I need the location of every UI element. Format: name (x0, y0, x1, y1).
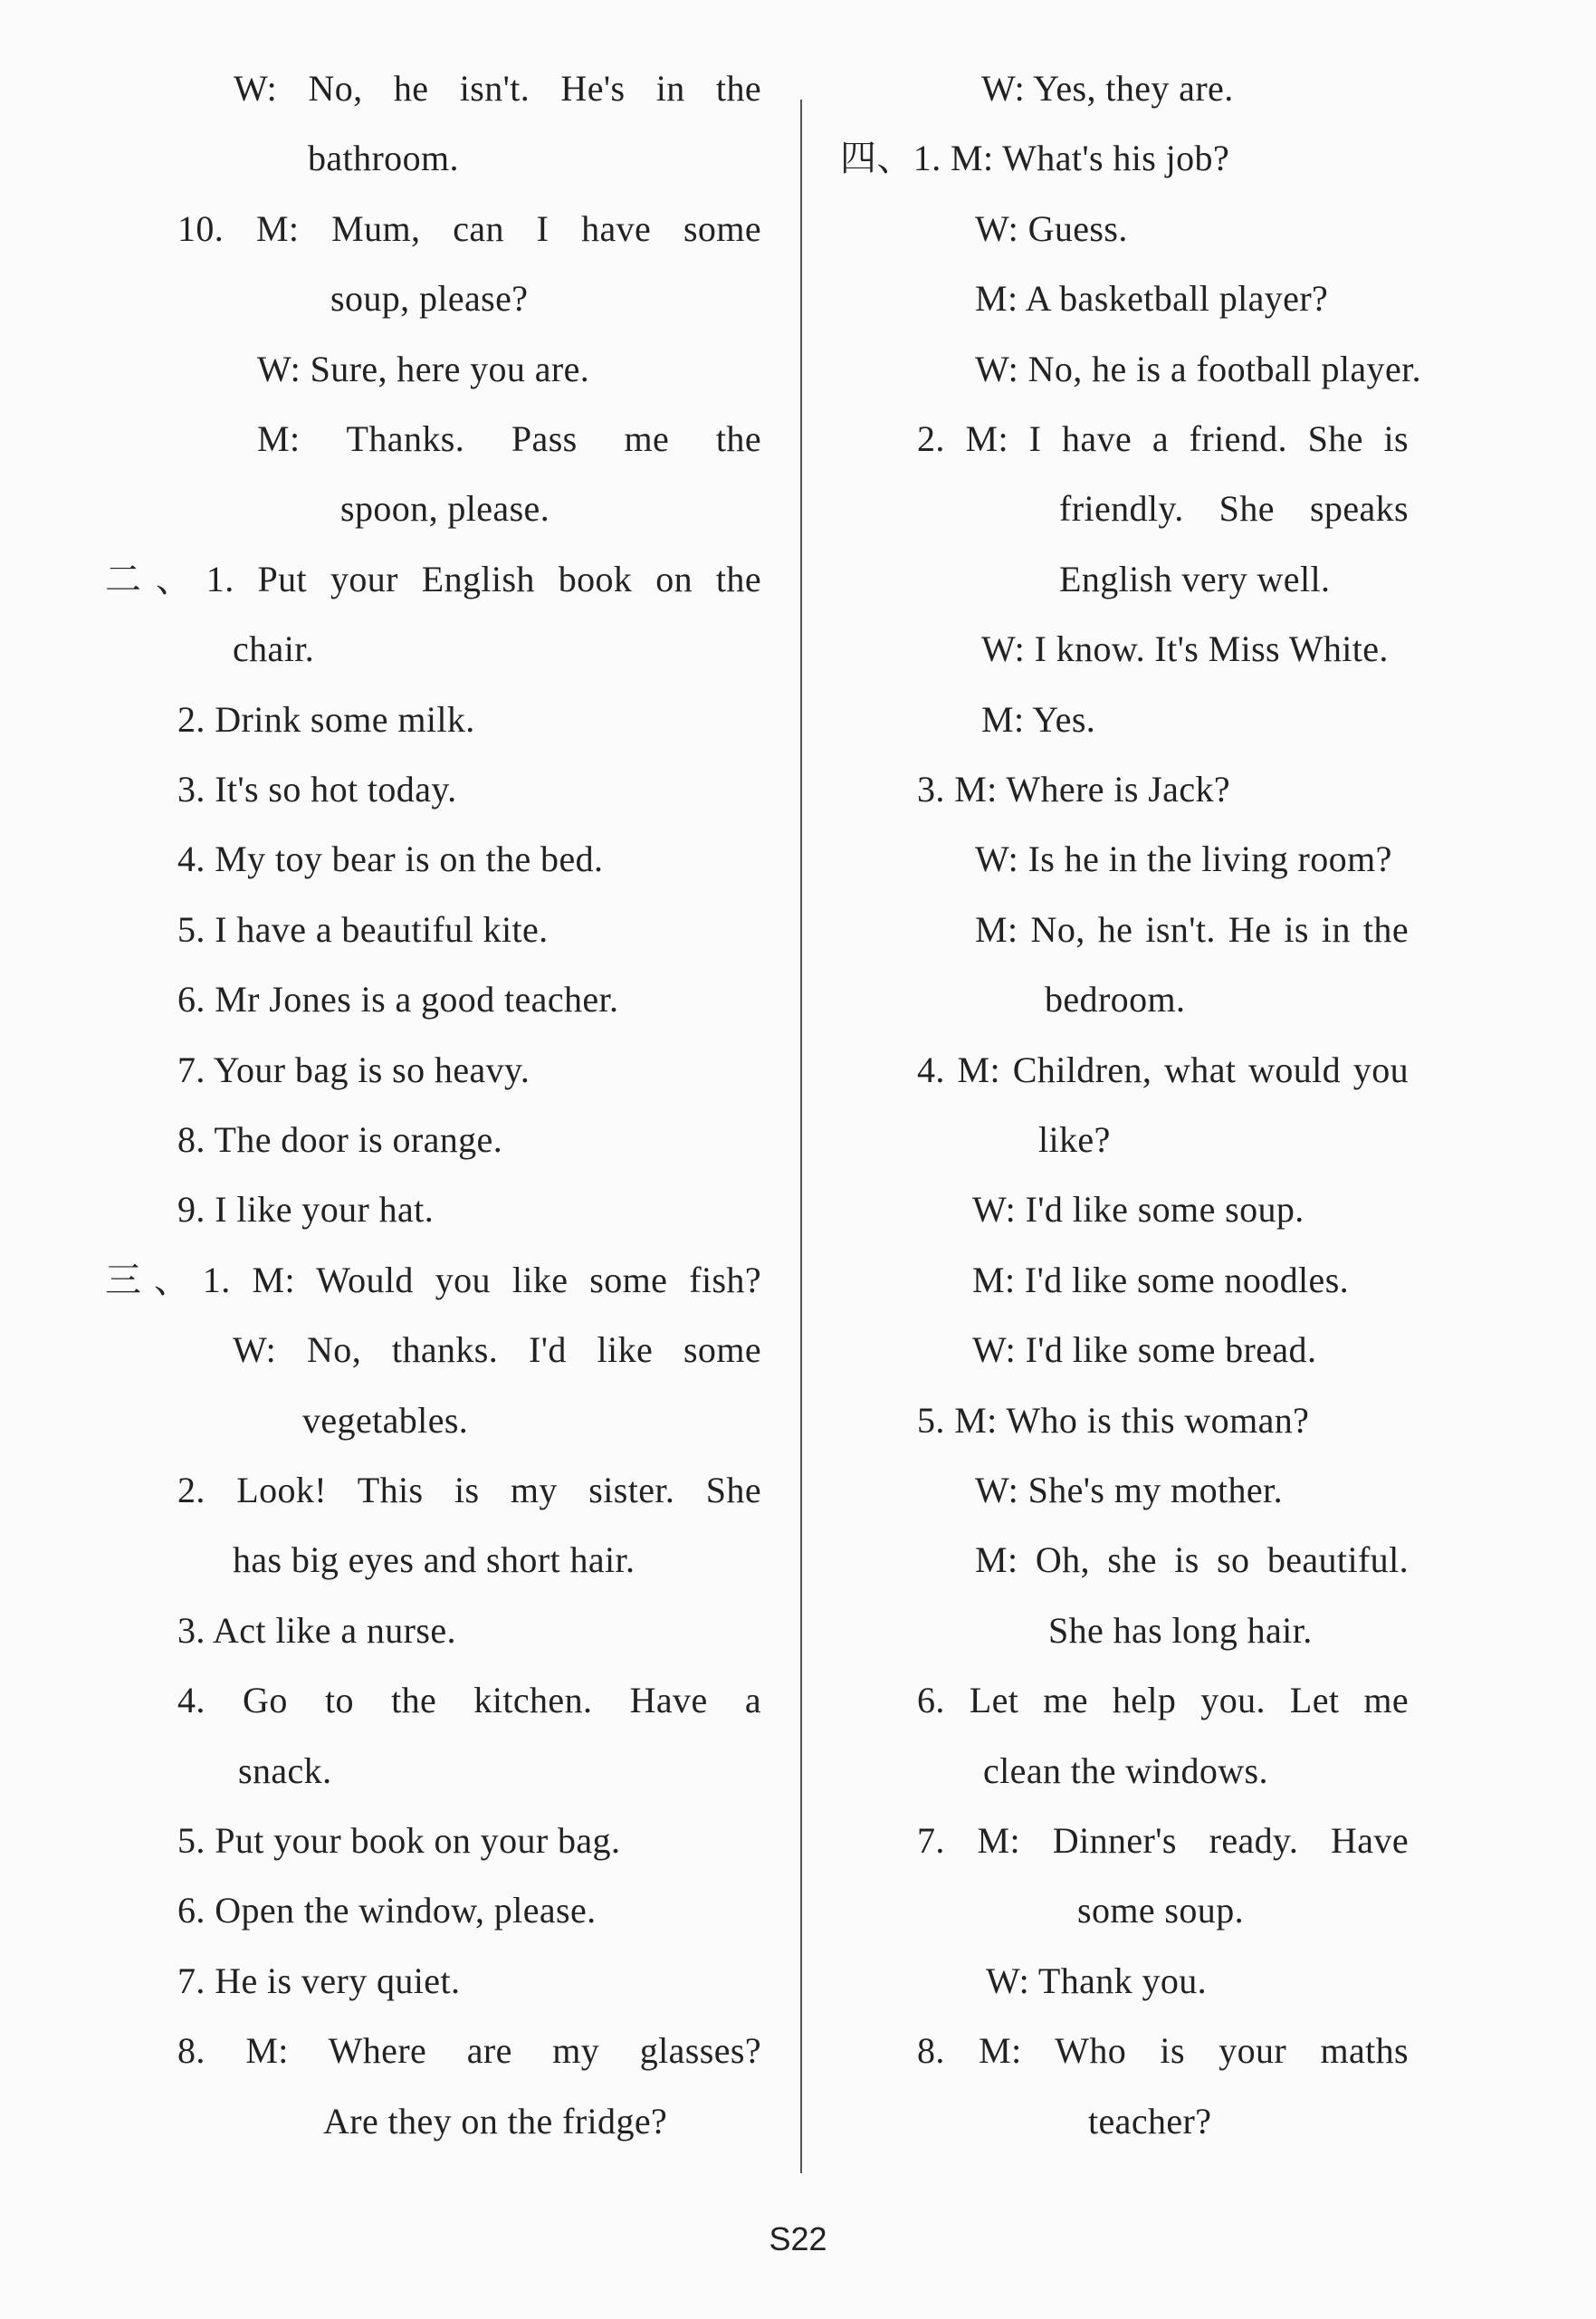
text-line: 5. I have a beautiful kite. (177, 908, 549, 950)
text-line: bathroom. (308, 138, 459, 179)
text-line: W: Guess. (975, 207, 1128, 249)
text-line: 4. M: Children, what would you (917, 1049, 1409, 1090)
text-line: 2. Drink some milk. (177, 698, 475, 740)
text-line: 2. M: I have a friend. She is (917, 418, 1409, 459)
text-line: W: Yes, they are. (981, 68, 1234, 109)
text-line: 5. Put your book on your bag. (177, 1820, 621, 1861)
text-line: 5. M: Who is this woman? (917, 1399, 1310, 1441)
text-line: English very well. (1059, 558, 1331, 599)
text-line: M: Thanks. Pass me the (257, 418, 761, 459)
text-line: soup, please? (330, 278, 529, 320)
text-line: 6. Open the window, please. (177, 1890, 597, 1931)
text-line: like? (1038, 1119, 1111, 1160)
text-line: 8. M: Where are my glasses? (177, 2030, 761, 2072)
text-line: M: A basketball player? (975, 278, 1329, 320)
right-column (815, 0, 1539, 2319)
text-line: snack. (238, 1749, 332, 1791)
text-line: friendly. She speaks (1059, 488, 1409, 530)
text-line: M: Yes. (981, 698, 1096, 740)
text-line: 3. M: Where is Jack? (917, 769, 1231, 810)
text-line: 8. The door is orange. (177, 1119, 503, 1160)
text-line: 4. My toy bear is on the bed. (177, 838, 604, 880)
text-line: 8. M: Who is your maths (917, 2030, 1409, 2072)
text-line: M: I'd like some noodles. (972, 1259, 1350, 1300)
text-line: 三、1. M: Would you like some fish? (105, 1259, 761, 1300)
text-line: She has long hair. (1048, 1609, 1313, 1651)
text-line: W: No, he isn't. He's in the (234, 68, 761, 109)
text-line: W: No, thanks. I'd like some (233, 1329, 761, 1371)
text-line: some soup. (1077, 1890, 1244, 1931)
text-line: vegetables. (302, 1399, 469, 1441)
text-line: 3. It's so hot today. (177, 769, 457, 810)
text-line: 4. Go to the kitchen. Have a (177, 1680, 761, 1721)
text-line: chair. (233, 628, 315, 670)
text-line: has big eyes and short hair. (233, 1539, 636, 1581)
text-line: 6. Let me help you. Let me (917, 1680, 1409, 1721)
text-line: 10. M: Mum, can I have some (177, 207, 761, 249)
text-line: Are they on the fridge? (323, 2100, 668, 2142)
text-line: teacher? (1088, 2100, 1212, 2142)
text-line: 7. Your bag is so heavy. (177, 1049, 530, 1090)
text-line: 6. Mr Jones is a good teacher. (177, 979, 619, 1021)
column-divider (800, 100, 802, 2173)
text-line: bedroom. (1045, 979, 1186, 1021)
text-line: W: I know. It's Miss White. (981, 628, 1389, 670)
text-line: 二、1. Put your English book on the (105, 558, 761, 599)
page-number: S22 (769, 2220, 827, 2257)
text-line: W: No, he is a football player. (975, 348, 1422, 389)
text-line: 7. M: Dinner's ready. Have (917, 1820, 1409, 1861)
text-line: M: Oh, she is so beautiful. (975, 1539, 1409, 1581)
text-line: 9. I like your hat. (177, 1189, 435, 1231)
text-line: M: No, he isn't. He is in the (975, 908, 1409, 950)
text-line: 2. Look! This is my sister. She (177, 1470, 761, 1510)
text-line: W: Thank you. (986, 1960, 1208, 2001)
text-line: 7. He is very quiet. (177, 1960, 461, 2001)
text-line: spoon, please. (340, 488, 550, 530)
text-line: 四、1. M: What's his job? (840, 138, 1230, 179)
text-line: clean the windows. (983, 1749, 1268, 1791)
text-line: W: I'd like some soup. (972, 1189, 1305, 1231)
left-column (0, 0, 761, 2319)
text-line: W: She's my mother. (975, 1470, 1283, 1510)
text-line: 3. Act like a nurse. (177, 1609, 456, 1651)
text-line: W: I'd like some bread. (972, 1329, 1317, 1371)
text-line: W: Is he in the living room? (975, 838, 1392, 880)
text-line: W: Sure, here you are. (257, 348, 590, 389)
